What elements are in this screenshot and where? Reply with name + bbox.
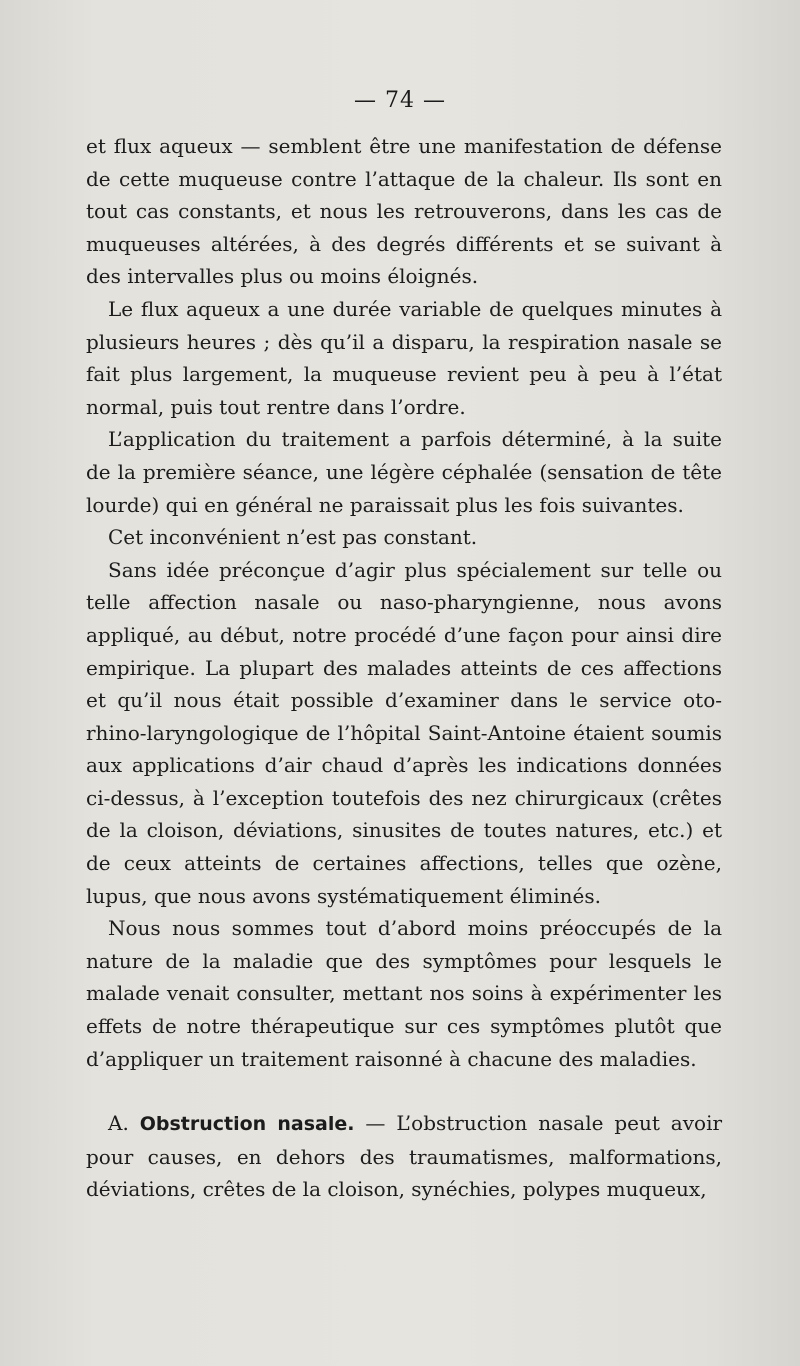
section-letter: A. xyxy=(108,1111,129,1136)
paragraph-application: L’application du traitement a parfois déterminé, à la suite de la première séance, une légère céphalée (sensation de tête lourde) qui en général ne paraissait plus les fois suivantes. xyxy=(86,427,722,517)
paragraph-nous-nous: Nous nous sommes tout d’abord moins préoccupés de la nature de la maladie que des symptômes pour lesquels le malade venait consulter, mettant nos soins à expérimenter les effets de notre thérapeutique sur ces symptômes plutôt que d’appliquer un traitement raisonné à chacune des maladies. xyxy=(86,916,722,1071)
body-text xyxy=(86,130,722,1206)
page-number: — 74 — xyxy=(354,88,446,113)
paragraph-continuation: et flux aqueux — semblent être une manifestation de défense de cette muqueuse contre l’attaque de la chaleur. Ils sont en tout cas constants, et nous les retrouverons, dans les cas de muqueuses altérées, à des degrés différents et se suivant à des intervalles plus ou moins éloignés. xyxy=(86,134,722,289)
paragraph-sans-idee: Sans idée préconçue d’agir plus spécialement sur telle ou telle affection nasale ou naso-pharyngienne, nous avons appliqué, au début, notre procédé d’une façon pour ainsi dire empirique. La plupart des malades atteints de ces affections et qu’il nous était possible d’examiner dans le service oto-rhino-laryngologique de l’hôpital Saint-Antoine étaient soumis aux applications d’air chaud d’après les indications données ci-dessus, à l’exception toutefois des nez chirurgicaux (crêtes de la cloison, déviations, sinusites de toutes natures, etc.) et de ceux atteints de certaines affections, telles que ozène, lupus, que nous avons systématiquement éliminés. xyxy=(86,557,722,908)
section-title: Obstruction nasale. xyxy=(139,1113,355,1136)
paragraph-inconvenient: Cet inconvénient n’est pas constant. xyxy=(108,525,478,550)
section-obstruction-nasale xyxy=(86,1107,722,1206)
section-text: — L’obstruction nasale peut avoir pour causes, en dehors des traumatismes, malformations, déviations, crêtes de la cloison, synéchies, polypes muqueux, xyxy=(86,1111,723,1202)
paragraph-flux-aqueux: Le flux aqueux a une durée variable de quelques minutes à plusieurs heures ; dès qu’il a disparu, la respiration nasale se fait plus largement, la muqueuse revient peu à peu à l’état normal, puis tout rentre dans l’ordre. xyxy=(86,296,722,419)
